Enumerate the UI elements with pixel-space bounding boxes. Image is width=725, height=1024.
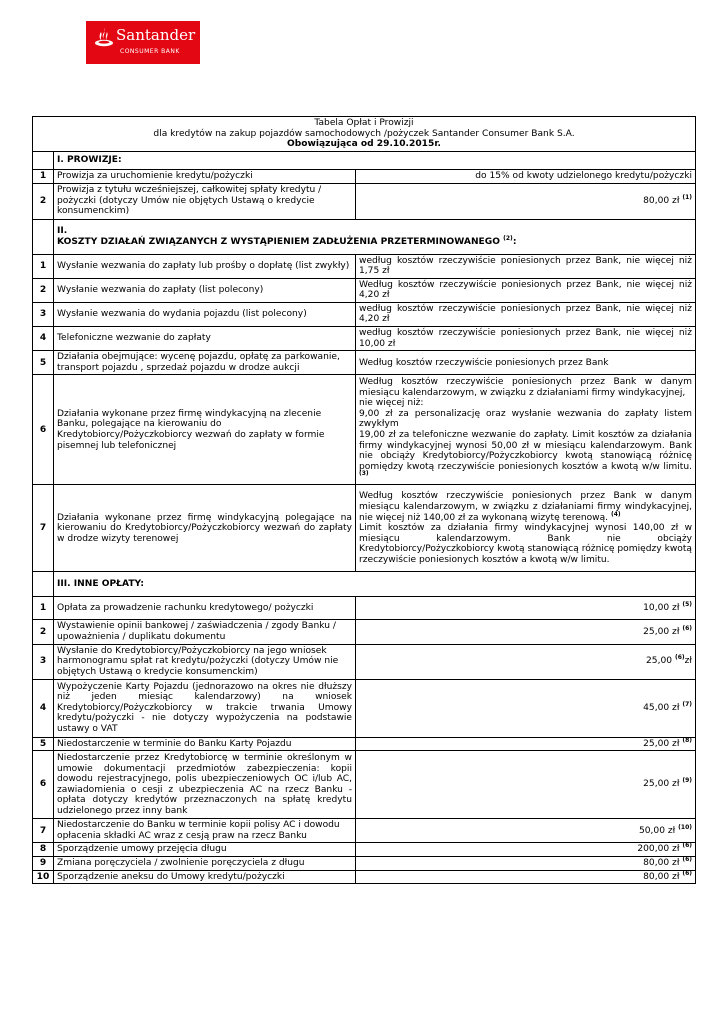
row-value: według kosztów rzeczywiście poniesionych przez Bank, nie więcej niż 10,00 zł xyxy=(356,327,696,351)
row-value: Według kosztów rzeczywiście poniesionych przez Bank xyxy=(356,351,696,375)
fees-table xyxy=(32,116,696,884)
row-description: Prowizja za uruchomienie kredytu/pożyczki xyxy=(54,169,356,183)
header-effective-date: Obowiązująca od 29.10.2015r. xyxy=(287,139,441,149)
row-number: 5 xyxy=(33,737,54,751)
value-text: 200,00 zł xyxy=(637,844,680,855)
value-text: 50,00 zł xyxy=(638,825,676,836)
value-paragraph: 9,00 zł za personalizację oraz wysłanie wezwania do zapłaty listem zwykłym xyxy=(359,408,692,430)
table-row xyxy=(33,843,696,857)
table-row xyxy=(33,737,696,751)
section-title: III. INNE OPŁATY: xyxy=(54,572,696,597)
table-row xyxy=(33,183,696,219)
table-row xyxy=(33,375,696,485)
row-value xyxy=(356,737,696,751)
row-number: 7 xyxy=(33,819,54,843)
section-header xyxy=(33,572,696,597)
row-number: 1 xyxy=(33,169,54,183)
row-number: 6 xyxy=(33,375,54,485)
table-row xyxy=(33,857,696,871)
row-description: Działania wykonane przez firmę windykacyjną polegające na kierowaniu do Kredytobiorcy/Pożyczkobiorcy wezwań do zapłaty w drodze wizyty terenowej xyxy=(54,485,356,572)
value-paragraph-with-note xyxy=(359,430,692,483)
header-subtitle: dla kredytów na zakup pojazdów samochodowych /pożyczek Santander Consumer Bank S.A. xyxy=(153,128,575,139)
row-value xyxy=(356,597,696,620)
footnote-ref: (8) xyxy=(682,736,692,744)
row-value: do 15% od kwoty udzielonego kredytu/pożyczki xyxy=(356,169,696,183)
footnote-ref: (1) xyxy=(682,193,692,201)
value-text: 80,00 zł xyxy=(643,871,680,882)
logo-subtitle: CONSUMER BANK xyxy=(120,48,180,55)
row-number: 2 xyxy=(33,278,54,302)
value-text: 25,00 zł xyxy=(643,626,680,637)
row-number: 5 xyxy=(33,351,54,375)
row-description: Wysłanie wezwania do wydania pojazdu (list polecony) xyxy=(54,302,356,326)
row-description: Wysłanie wezwania do zapłaty (list polecony) xyxy=(54,278,356,302)
row-description: Działania obejmujące: wycenę pojazdu, opłatę za parkowanie, transport pojazdu , sprzedaż pojazdu w drodze aukcji xyxy=(54,351,356,375)
table-row xyxy=(33,351,696,375)
row-number: 4 xyxy=(33,679,54,737)
table-row xyxy=(33,597,696,620)
footnote-ref: (9) xyxy=(682,777,692,785)
section-title-text-line xyxy=(57,234,692,248)
value-text: 25,00 zł xyxy=(643,779,680,790)
row-description: Telefoniczne wezwanie do zapłaty xyxy=(54,327,356,351)
row-value xyxy=(356,870,696,884)
row-value xyxy=(356,843,696,857)
table-row xyxy=(33,620,696,644)
row-value xyxy=(356,751,696,819)
row-number: 3 xyxy=(33,302,54,326)
value-text: 25,00 zł xyxy=(643,738,680,749)
row-description: Sporządzenie umowy przejęcia długu xyxy=(54,843,356,857)
footnote-ref: (2) xyxy=(503,234,513,242)
table-row xyxy=(33,870,696,884)
value-paragraph: Według kosztów rzeczywiście poniesionych przez Bank w danym miesiącu kalendarzowym, w związku z działaniami firmy windykacyjnej, xyxy=(359,376,692,398)
row-number: 8 xyxy=(33,843,54,857)
value-paragraph: nie więcej niż: xyxy=(359,398,424,409)
santander-flame-icon xyxy=(94,27,114,49)
value-paragraph-with-note xyxy=(359,491,692,523)
value-text: 10,00 zł xyxy=(643,603,680,614)
value-paragraph: 19,00 zł za telefoniczne wezwanie do zapłaty. Limit kosztów za działania firmy windykacyjnej wynosi 50,00 zł w miesiącu kalendarzowym. Bank nie obciąży Kredytobiorcy/Pożyczkobiorcy kwotą stanowiącą różnicę pomiędzy kwotą rzeczywiście poniesionych kosztów a kwotą w/w limitu. xyxy=(359,429,692,472)
table-row xyxy=(33,169,696,183)
row-value: według kosztów rzeczywiście poniesionych przez Bank, nie więcej niż 1,75 zł xyxy=(356,254,696,278)
row-value xyxy=(356,644,696,679)
row-number: 2 xyxy=(33,183,54,219)
row-value xyxy=(356,819,696,843)
section-num-cell xyxy=(33,219,54,254)
footnote-ref: (6) xyxy=(682,624,692,632)
value-paragraph: Według kosztów rzeczywiście poniesionych przez Bank w danym miesiącu kalendarzowym, w związku z działaniami firmy windykacyjnej, nie więcej niż 140,00 zł za wykonaną wizytę terenową. xyxy=(359,491,692,523)
row-value xyxy=(356,183,696,219)
row-description: Wysłanie wezwania do zapłaty lub prośby o dopłatę (list zwykły) xyxy=(54,254,356,278)
santander-logo xyxy=(86,21,200,64)
row-value xyxy=(356,620,696,644)
value-text: 80,00 zł xyxy=(643,195,680,206)
table-row xyxy=(33,644,696,679)
row-description: Działania wykonane przez firmę windykacyjną na zlecenie Banku, polegające na kierowaniu do Kredytobiorcy/Pożyczkobiorcy wezwań do zapłaty w formie pisemnej lub telefonicznej xyxy=(54,375,356,485)
table-row xyxy=(33,751,696,819)
row-description: Zmiana poręczyciela / zwolnienie poręczyciela z długu xyxy=(54,857,356,871)
section-header xyxy=(33,151,696,169)
footnote-ref: (7) xyxy=(682,700,692,708)
row-number: 1 xyxy=(33,254,54,278)
row-description: Opłata za prowadzenie rachunku kredytowego/ pożyczki xyxy=(54,597,356,620)
footnote-ref: (6) xyxy=(682,869,692,877)
row-value xyxy=(356,857,696,871)
row-description: Wypożyczenie Karty Pojazdu (jednorazowo na okres nie dłuższy niż jeden miesiąc kalendarzowy) na wniosek Kredytobiorcy/Pożyczkobiorcy w trakcie trwania Umowy kredytu/pożyczki - nie dotyczy wypożyczenia na podstawie ustawy o VAT xyxy=(54,679,356,737)
section-title-colon: : xyxy=(512,236,517,247)
logo-brand: Santander xyxy=(116,26,196,44)
footnote-ref: (10) xyxy=(678,823,692,831)
row-description: Niedostarczenie w terminie do Banku Karty Pojazdu xyxy=(54,737,356,751)
row-number: 10 xyxy=(33,870,54,884)
table-row xyxy=(33,327,696,351)
section-title xyxy=(54,219,696,254)
header-title: Tabela Opłat i Prowizji xyxy=(314,118,414,128)
footnote-ref: (4) xyxy=(610,510,621,518)
row-number: 2 xyxy=(33,620,54,644)
table-row xyxy=(33,819,696,843)
value-suffix: zł xyxy=(684,656,692,667)
row-value xyxy=(356,485,696,572)
section-num-cell xyxy=(33,572,54,597)
section-header xyxy=(33,219,696,254)
row-description: Prowizja z tytułu wcześniejszej, całkowitej spłaty kredytu / pożyczki (dotyczy Umów nie objętych Ustawą o kredycie konsumenckim) xyxy=(54,183,356,219)
table-header-row xyxy=(33,117,696,152)
row-value: według kosztów rzeczywiście poniesionych przez Bank, nie więcej niż 4,20 zł xyxy=(356,302,696,326)
row-value xyxy=(356,375,696,485)
footnote-ref: (6) xyxy=(682,842,692,850)
section-num-cell xyxy=(33,151,54,169)
footnote-ref: (5) xyxy=(682,601,692,609)
row-number: 4 xyxy=(33,327,54,351)
value-text: 45,00 zł xyxy=(643,702,680,713)
table-row xyxy=(33,302,696,326)
row-number: 1 xyxy=(33,597,54,620)
row-description: Wysłanie do Kredytobiorcy/Pożyczkobiorcy na jego wniosek harmonogramu spłat rat kredytu/pożyczki (dotyczy Umów nie objętych Ustawą o kredycie konsumenckim) xyxy=(54,644,356,679)
row-number: 3 xyxy=(33,644,54,679)
table-header xyxy=(33,117,696,152)
row-number: 9 xyxy=(33,857,54,871)
value-text: 25,00 xyxy=(646,656,673,667)
row-description: Wystawienie opinii bankowej / zaświadczenia / zgody Banku / upoważnienia / duplikatu dokumentu xyxy=(54,620,356,644)
value-paragraph: Limit kosztów za działania firmy windykacyjnej wynosi 140,00 zł w miesiącu kalendarzowym. Bank nie obciąży Kredytobiorcy/Pożyczkobiorcy kwotą stanowiącą różnicę pomiędzy kwotą rzeczywiście poniesionych kosztów a kwotą w/w limitu. xyxy=(359,523,692,565)
footnote-ref: (6) xyxy=(674,654,685,662)
row-number: 6 xyxy=(33,751,54,819)
table-row xyxy=(33,278,696,302)
footnote-ref: (6) xyxy=(682,855,692,863)
section-title-text: KOSZTY DZIAŁAŃ ZWIĄZANYCH Z WYSTĄPIENIEM ZADŁUŻENIA PRZETERMINOWANEGO xyxy=(57,236,500,247)
row-description: Niedostarczenie przez Kredytobiorcę w terminie określonym w umowie dokumentacji przedmiotów zabezpieczenia: kopii dowodu rejestracyjnego, polis ubezpieczeniowych OC i/lub AC, zawiadomienia o cesji z ubezpieczenia AC na rzecz Banku - opłata dotyczy kredytów przeznaczonych na spłatę kredytu udzielonego przez inny bank xyxy=(54,751,356,819)
table-row xyxy=(33,679,696,737)
row-value: Według kosztów rzeczywiście poniesionych przez Bank, nie więcej niż 4,20 zł xyxy=(356,278,696,302)
table-row xyxy=(33,485,696,572)
table-row xyxy=(33,254,696,278)
row-number: 7 xyxy=(33,485,54,572)
section-title-number: II. xyxy=(57,225,68,236)
row-description: Niedostarczenie do Banku w terminie kopii polisy AC i dowodu opłacenia składki AC wraz z cesją praw na rzecz Banku xyxy=(54,819,356,843)
value-text: 80,00 zł xyxy=(643,858,680,868)
row-description: Sporządzenie aneksu do Umowy kredytu/pożyczki xyxy=(54,870,356,884)
footnote-ref: (3) xyxy=(359,470,369,478)
section-title: I. PROWIZJE: xyxy=(54,151,696,169)
row-value xyxy=(356,679,696,737)
